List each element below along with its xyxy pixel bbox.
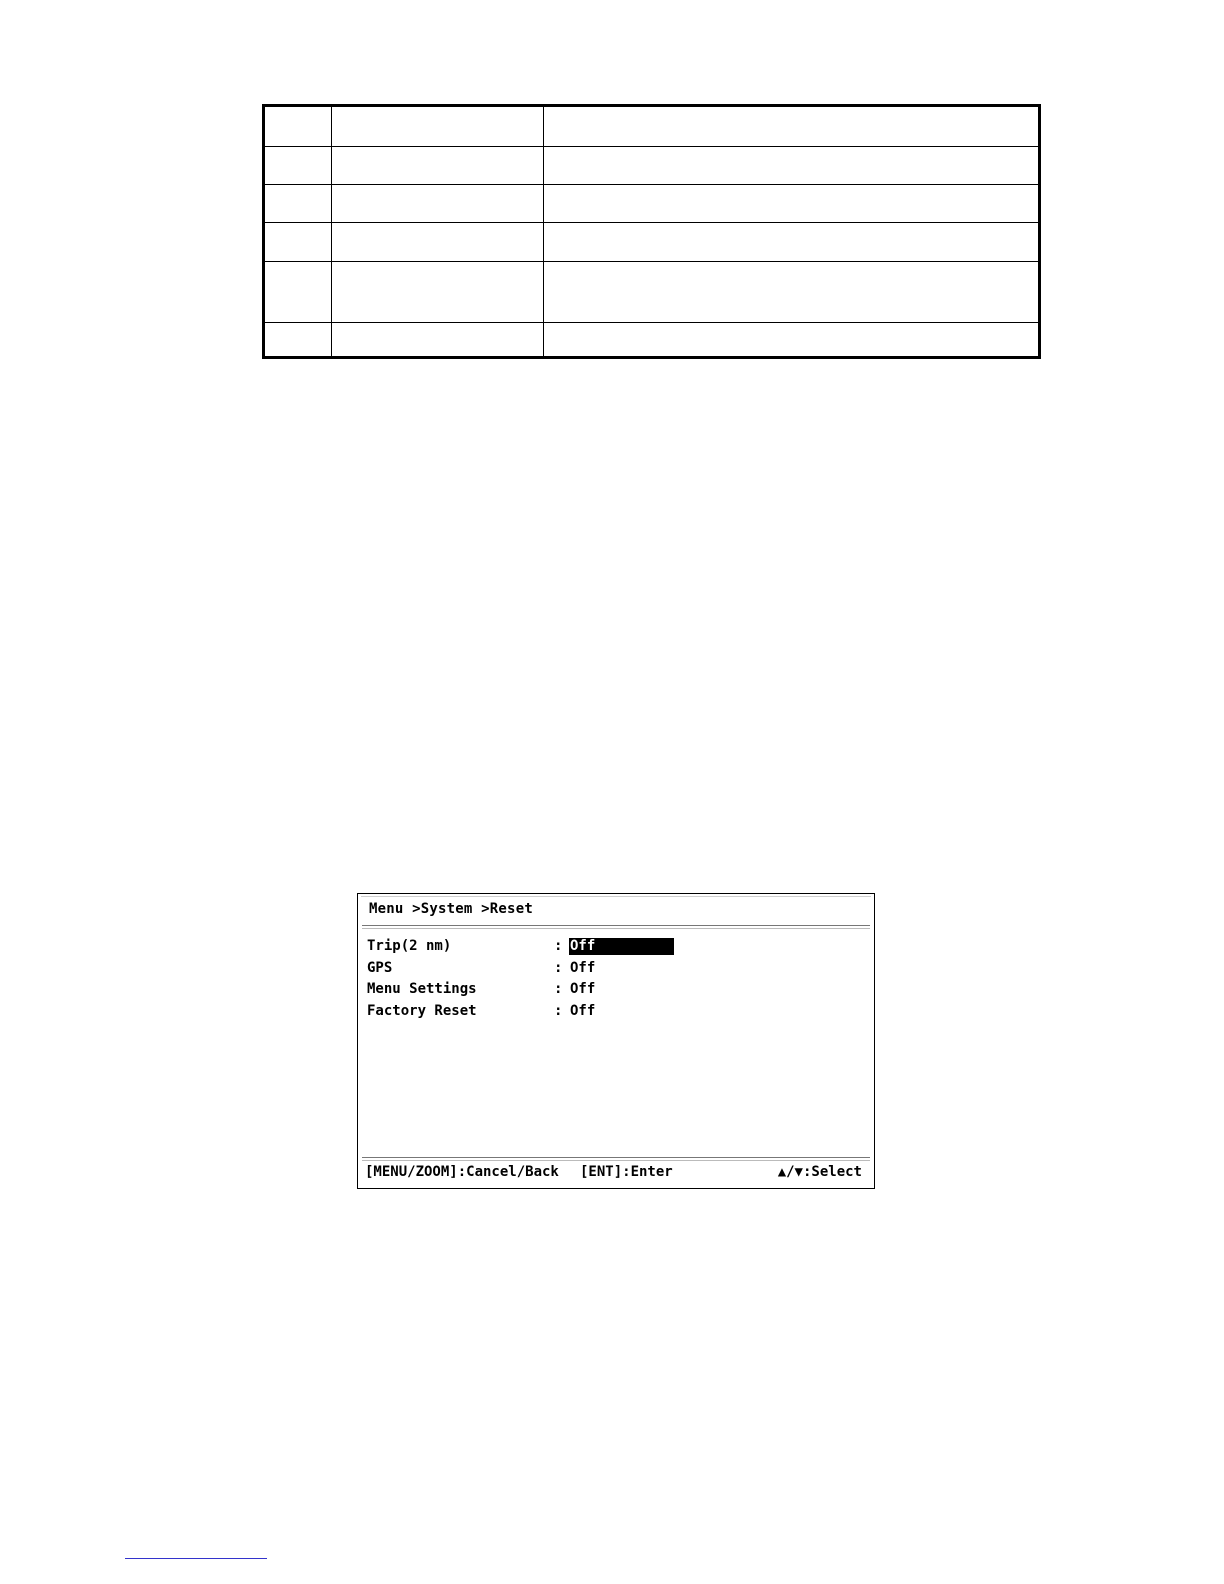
table-row-divider: [265, 146, 1038, 147]
menu-item-separator: :: [554, 1003, 563, 1019]
menu-item-label: Trip(2 nm): [367, 938, 452, 954]
menu-item-value[interactable]: Off: [570, 960, 596, 976]
empty-table: [262, 104, 1041, 359]
reset-menu-screen: [357, 893, 875, 1189]
table-row-divider: [265, 261, 1038, 262]
hint-cancel-back: [MENU/ZOOM]:Cancel/Back: [365, 1164, 559, 1180]
menu-item-separator: :: [554, 960, 563, 976]
menu-item-label: GPS: [367, 960, 393, 976]
menu-item-menu-settings[interactable]: [367, 981, 867, 1001]
table-column-divider: [331, 107, 332, 356]
key-hints-footer: [365, 1164, 862, 1182]
hint-enter: [ENT]:Enter: [580, 1164, 673, 1180]
menu-item-separator: :: [554, 938, 563, 954]
menu-item-label: Menu Settings: [367, 981, 477, 997]
screen-frame-line: [361, 896, 871, 897]
header-divider: [362, 925, 870, 929]
hint-select: ▲/▼:Select: [777, 1164, 862, 1180]
menu-item-gps[interactable]: [367, 960, 867, 980]
menu-item-label: Factory Reset: [367, 1003, 477, 1019]
table-column-divider: [543, 107, 544, 356]
menu-item-trip[interactable]: [367, 938, 867, 958]
footnote-rule: [125, 1558, 267, 1559]
menu-item-factory-reset[interactable]: [367, 1003, 867, 1023]
menu-item-value[interactable]: Off: [570, 981, 596, 997]
table-row-divider: [265, 222, 1038, 223]
menu-item-value-selected[interactable]: Off: [569, 938, 674, 955]
table-row-divider: [265, 184, 1038, 185]
footer-divider: [362, 1157, 870, 1161]
table-row-divider: [265, 322, 1038, 323]
menu-item-value[interactable]: Off: [570, 1003, 596, 1019]
breadcrumb: Menu >System >Reset: [369, 901, 533, 917]
menu-item-separator: :: [554, 981, 563, 997]
